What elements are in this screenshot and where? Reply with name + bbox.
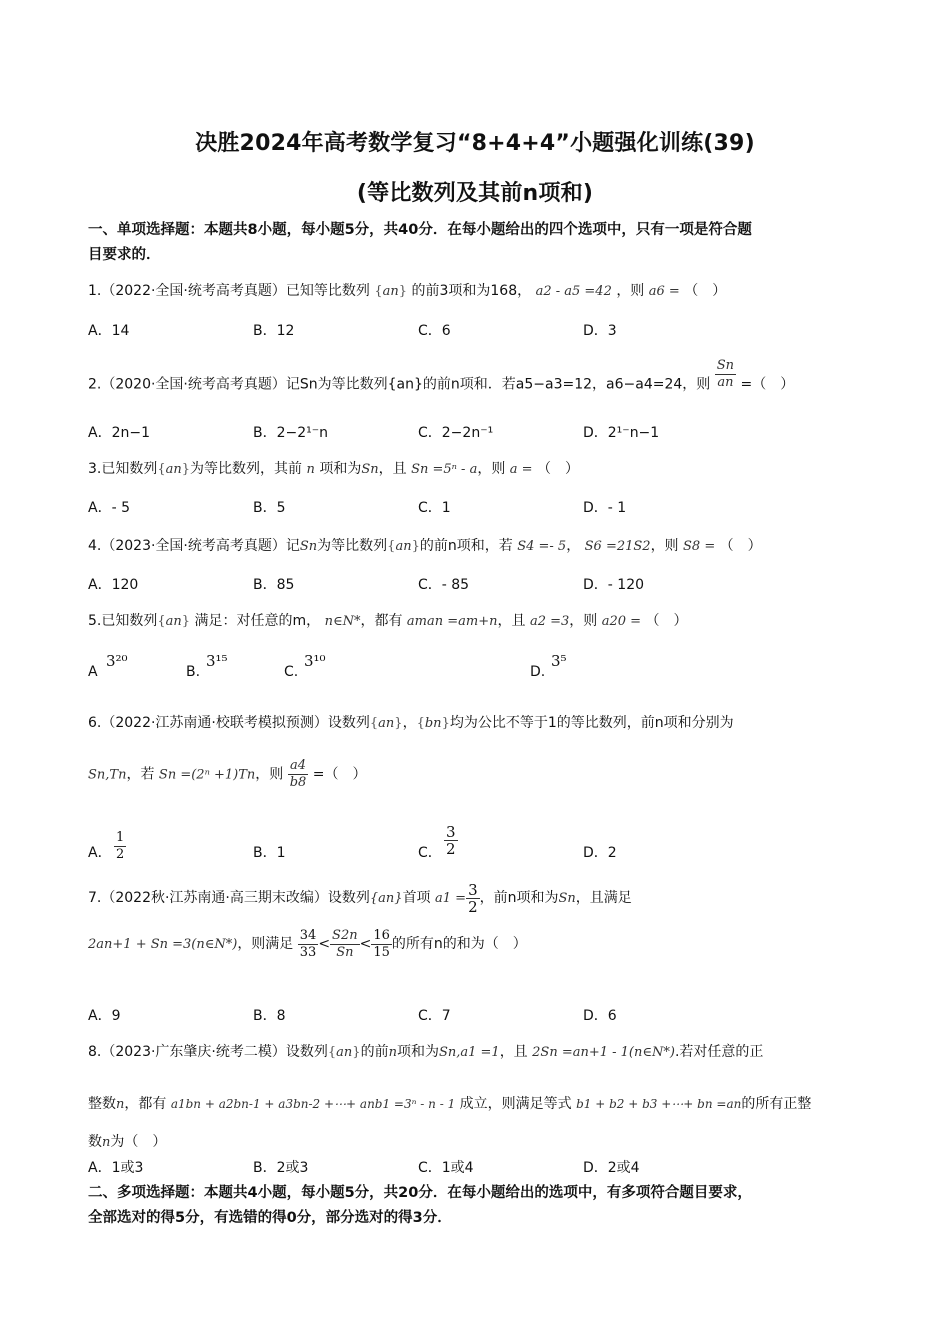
section-2-line-2: 全部选对的得5分，有选错的得0分，部分选对的得3分． [88,1210,452,1226]
q6-part-4: ，若 [126,766,155,783]
question-8: 8.（2023·广东肇庆·统考二模）设数列{an}的前n项和为Sn,a1 =1，且 2Sn =an+1 - 1(n∈N*).若对任意的正 [88,1044,764,1060]
q3-sn: Sn [361,462,379,477]
q6-part-1: 6.（2022·江苏南通·校联考模拟预测）设数列 [88,715,370,731]
q7-option-c[interactable]: C．7 [418,1008,451,1024]
q8-part-10: 数 [88,1134,102,1150]
q7-option-a[interactable]: A．9 [88,1008,121,1024]
q3-option-d[interactable]: D．- 1 [583,500,627,516]
q4-seq: an [395,539,412,554]
q6-fraction: $\frac{a4}{b8}$ [289,758,307,790]
question-6: 6.（2022·江苏南通·校联考模拟预测）设数列{an}，{bn}均为公比不等于1的等比数列，前n项和分别为 [88,715,734,731]
q4-blank: （ ） [719,538,762,554]
q6-seq-b: bn [424,716,442,731]
q1-condition: a2 - a5 =42 [535,284,612,299]
q8-n: n [388,1045,397,1060]
q4-option-a[interactable]: A．120 [88,577,139,593]
q8-n-3: n [102,1135,111,1150]
q3-seq: an [165,462,182,477]
title-line-2: (等比数列及其前n项和) [356,181,594,206]
q7-a1-fraction: $\frac{3}{2}$ [468,880,478,916]
q7-option-b[interactable]: B．8 [253,1008,286,1024]
q3-blank: （ ） [537,461,580,477]
q7-option-d[interactable]: D．6 [583,1008,617,1024]
q6-seq-a: an [378,716,395,731]
q4-part-5: ，则 [650,538,679,554]
q7-part-1: 7.（2022秋·江苏南通·高三期末改编）设数列 [88,890,370,906]
question-6-line-2 [88,758,868,791]
q2-option-c[interactable]: C．2−2n⁻¹ [418,425,494,441]
question-4: 4.（2023·全国·统考高考真题）记Sn为等比数列{an}的前n项和，若 S4 =- 5， S6 =21S2，则 S8 = （ ） [88,538,762,554]
q4-part-2: 为等比数列 [317,538,388,554]
q7-options [88,1005,868,1029]
q5-part-3: ，都有 [360,613,403,629]
q8-condition-3: a1bn + a2bn-1 + a3bn-2 +⋯+ anb1 =3ⁿ - n - 1 [170,1097,456,1111]
q5-option-c-value[interactable]: 3¹⁰ [304,652,326,670]
q3-option-b[interactable]: B．5 [253,500,286,516]
q7-sn: Sn [558,891,576,906]
q4-options [88,574,868,598]
q4-sn: Sn [299,539,318,554]
q8-part-3: 项和为 [396,1044,439,1060]
q5-option-a-value[interactable]: 3²⁰ [106,652,128,670]
q8-part-7: ，都有 [124,1096,167,1112]
q8-condition-1: Sn,a1 =1 [438,1045,500,1060]
q1-prefix: 1.（2022·全国·统考高考真题）已知等比数列 [88,283,370,299]
q8-part-4: ，且 [499,1044,528,1060]
q4-part-3: 的前n项和，若 [419,538,513,554]
q3-target: a = [509,462,533,477]
q3-condition: Sn =5ⁿ - a [411,462,478,477]
q3-option-a[interactable]: A．- 5 [88,500,130,516]
q8-option-d[interactable]: D．2或4 [583,1160,640,1176]
q6-condition: Sn =(2ⁿ +1)Tn [158,767,256,783]
q8-condition-2: 2Sn =an+1 - 1(n∈N*) [532,1045,675,1060]
q7-fraction-3: $\frac{16}{15}$ [373,927,390,960]
section-2-line-1: 二、多项选择题：本题共4小题，每小题5分，共20分．在每小题给出的选项中，有多项符合题目要求， [88,1185,752,1201]
q6-options [88,823,868,870]
q6-option-a-value[interactable]: $\frac{1}{2}$ [116,830,125,862]
question-3: 3.已知数列{an}为等比数列，其前 n 项和为Sn，且 Sn =5ⁿ - a，则 a = （ ） [88,461,580,477]
q8-part-9: 的所有正整 [741,1096,812,1112]
q6-sn-tn: Sn,Tn [88,767,127,783]
q1-comma: ，则 [616,283,645,299]
q6-option-c-label[interactable]: C． [418,845,442,861]
q1-option-b[interactable]: B．12 [253,323,295,339]
q7-a1: a1 = [435,891,467,906]
q4-part-4: ， [566,538,581,554]
q4-option-b[interactable]: B．85 [253,577,295,593]
q4-condition-2: S6 =21S2 [584,539,651,554]
q6-option-b[interactable]: B．1 [253,845,286,861]
q3-n: n [306,462,315,477]
q8-option-b[interactable]: B．2或3 [253,1160,309,1176]
q8-part-6: 整数 [88,1096,116,1112]
q5-condition-3: a2 =3 [529,614,570,629]
question-1: 1.（2022·全国·统考高考真题）已知等比数列 {an} 的前3项和为168， a2 - a5 =42 ，则 a6 = （ ） [88,283,727,299]
q5-option-d-value[interactable]: 3⁵ [551,652,567,670]
question-5: 5.已知数列{an} 满足：对任意的m， n∈N*，都有 aman =am+n，且 a2 =3，则 a20 = （ ） [88,613,688,629]
q2-blank: =（ ） [740,376,795,393]
q4-option-c[interactable]: C．- 85 [418,577,470,593]
q8-blank: 为（ ） [110,1134,167,1150]
q1-blank: （ ） [684,283,727,299]
q2-fraction: $\frac{Sn}{an}$ [716,358,735,390]
q5-condition-2: aman =am+n [406,614,498,629]
q5-part-1: 5.已知数列 [88,613,158,629]
q6-part-5: ，则 [255,766,284,783]
q5-condition-1: n∈N* [324,614,361,629]
q3-part-5: ，则 [477,461,506,477]
q7-less-than-1: < [318,936,331,952]
q8-part-5: .若对任意的正 [674,1044,764,1060]
q5-target: a20 = [601,614,642,629]
q3-part-1: 3.已知数列 [88,461,158,477]
q6-part-2: ， [402,715,417,731]
q4-part-1: 4.（2023·全国·统考高考真题）记 [88,538,300,554]
q2-text: 2.（2020·全国·统考高考真题）记Sn为等比数列{an}的前n项和．若a5−a3=12，a6−a4=24，则 [88,376,711,393]
q5-seq: an [165,614,182,629]
q2-option-b[interactable]: B．2−2¹⁻n [253,425,329,441]
q5-option-b-label[interactable]: B. [186,664,201,680]
q1-option-d[interactable]: D．3 [583,323,617,339]
q8-part-1: 8.（2023·广东肇庆·统考二模）设数列 [88,1044,328,1060]
q2-option-d[interactable]: D．2¹⁻n−1 [583,425,660,441]
title-line-1: 决胜2024年高考数学复习“8+4+4”小题强化训练(39) [195,131,755,156]
q1-mid: 的前3项和为168， [411,283,532,299]
q8-n-2: n [116,1097,125,1112]
q4-option-d[interactable]: D．- 120 [583,577,645,593]
q5-options [88,652,868,682]
q7-part-3: ，前n项和为 [479,890,559,906]
q7-less-than-2: < [359,936,372,952]
q5-blank: （ ） [645,613,688,629]
q3-option-c[interactable]: C．1 [418,500,451,516]
q6-option-d[interactable]: D．2 [583,845,617,861]
q7-condition: 2an+1 + Sn =3(n∈N*) [88,937,238,952]
q5-part-5: ，则 [569,613,598,629]
q6-blank: =（ ） [312,766,367,783]
q7-part-5: ，则满足 [237,936,294,952]
q6-option-c-value[interactable]: $\frac{3}{2}$ [446,823,456,858]
q5-part-2: 满足：对任意的m， [194,613,321,629]
q7-part-4: ，且满足 [575,890,632,906]
question-8-line-2 [88,1093,868,1116]
q8-part-2: 的前 [360,1044,389,1060]
q2-option-a[interactable]: A．2n−1 [88,425,150,441]
section-1-header [88,218,868,268]
section-2-header [88,1181,868,1231]
question-7 [88,880,868,917]
section-1-line-2: 目要求的． [88,247,161,263]
q3-part-2: 为等比数列，其前 [190,461,303,477]
q5-option-c-label[interactable]: C. [284,664,299,680]
q1-seq: an [382,284,399,299]
section-1-line-1: 一、单项选择题：本题共8小题，每小题5分，共40分．在每小题给出的四个选项中，只有一项是符合题 [88,222,752,238]
q7-part-2: 首项 [402,890,431,906]
q8-seq: an [336,1045,353,1060]
question-7-line-2 [88,926,868,963]
q5-option-b-value[interactable]: 3¹⁵ [206,652,228,670]
q7-fraction-1: $\frac{34}{33}$ [299,927,317,960]
q1-target: a6 = [648,284,680,299]
q3-part-4: ，且 [378,461,407,477]
q8-condition-4: b1 + b2 + b3 +⋯+ bn =an [576,1097,742,1111]
q7-seq: {an} [369,891,403,906]
question-8-line-3 [88,1131,868,1154]
q1-option-a[interactable]: A．14 [88,323,130,339]
q7-fraction-2: $\frac{S2n}{Sn}$ [332,927,358,960]
q8-option-a[interactable]: A．1或3 [88,1160,144,1176]
q8-options [88,1157,868,1181]
q8-option-c[interactable]: C．1或4 [418,1160,474,1176]
q2-options [88,422,868,446]
q3-part-3: 项和为 [319,461,362,477]
q7-part-6: 的所有n的和为（ ） [391,936,527,952]
q8-part-8: 成立，则满足等式 [459,1096,572,1112]
q4-target: S8 = [683,539,716,554]
q1-options [88,320,868,344]
q6-option-a-label[interactable]: A． [88,845,112,861]
q4-condition-1: S4 =- 5 [517,539,567,554]
q5-part-4: ，且 [497,613,526,629]
question-2 [88,358,868,401]
q3-options [88,497,868,521]
q5-option-a-label[interactable]: A [88,664,98,680]
q5-option-d-label[interactable]: D. [530,664,546,680]
q1-option-c[interactable]: C．6 [418,323,451,339]
q6-part-3: 均为公比不等于1的等比数列，前n项和分别为 [449,715,734,731]
